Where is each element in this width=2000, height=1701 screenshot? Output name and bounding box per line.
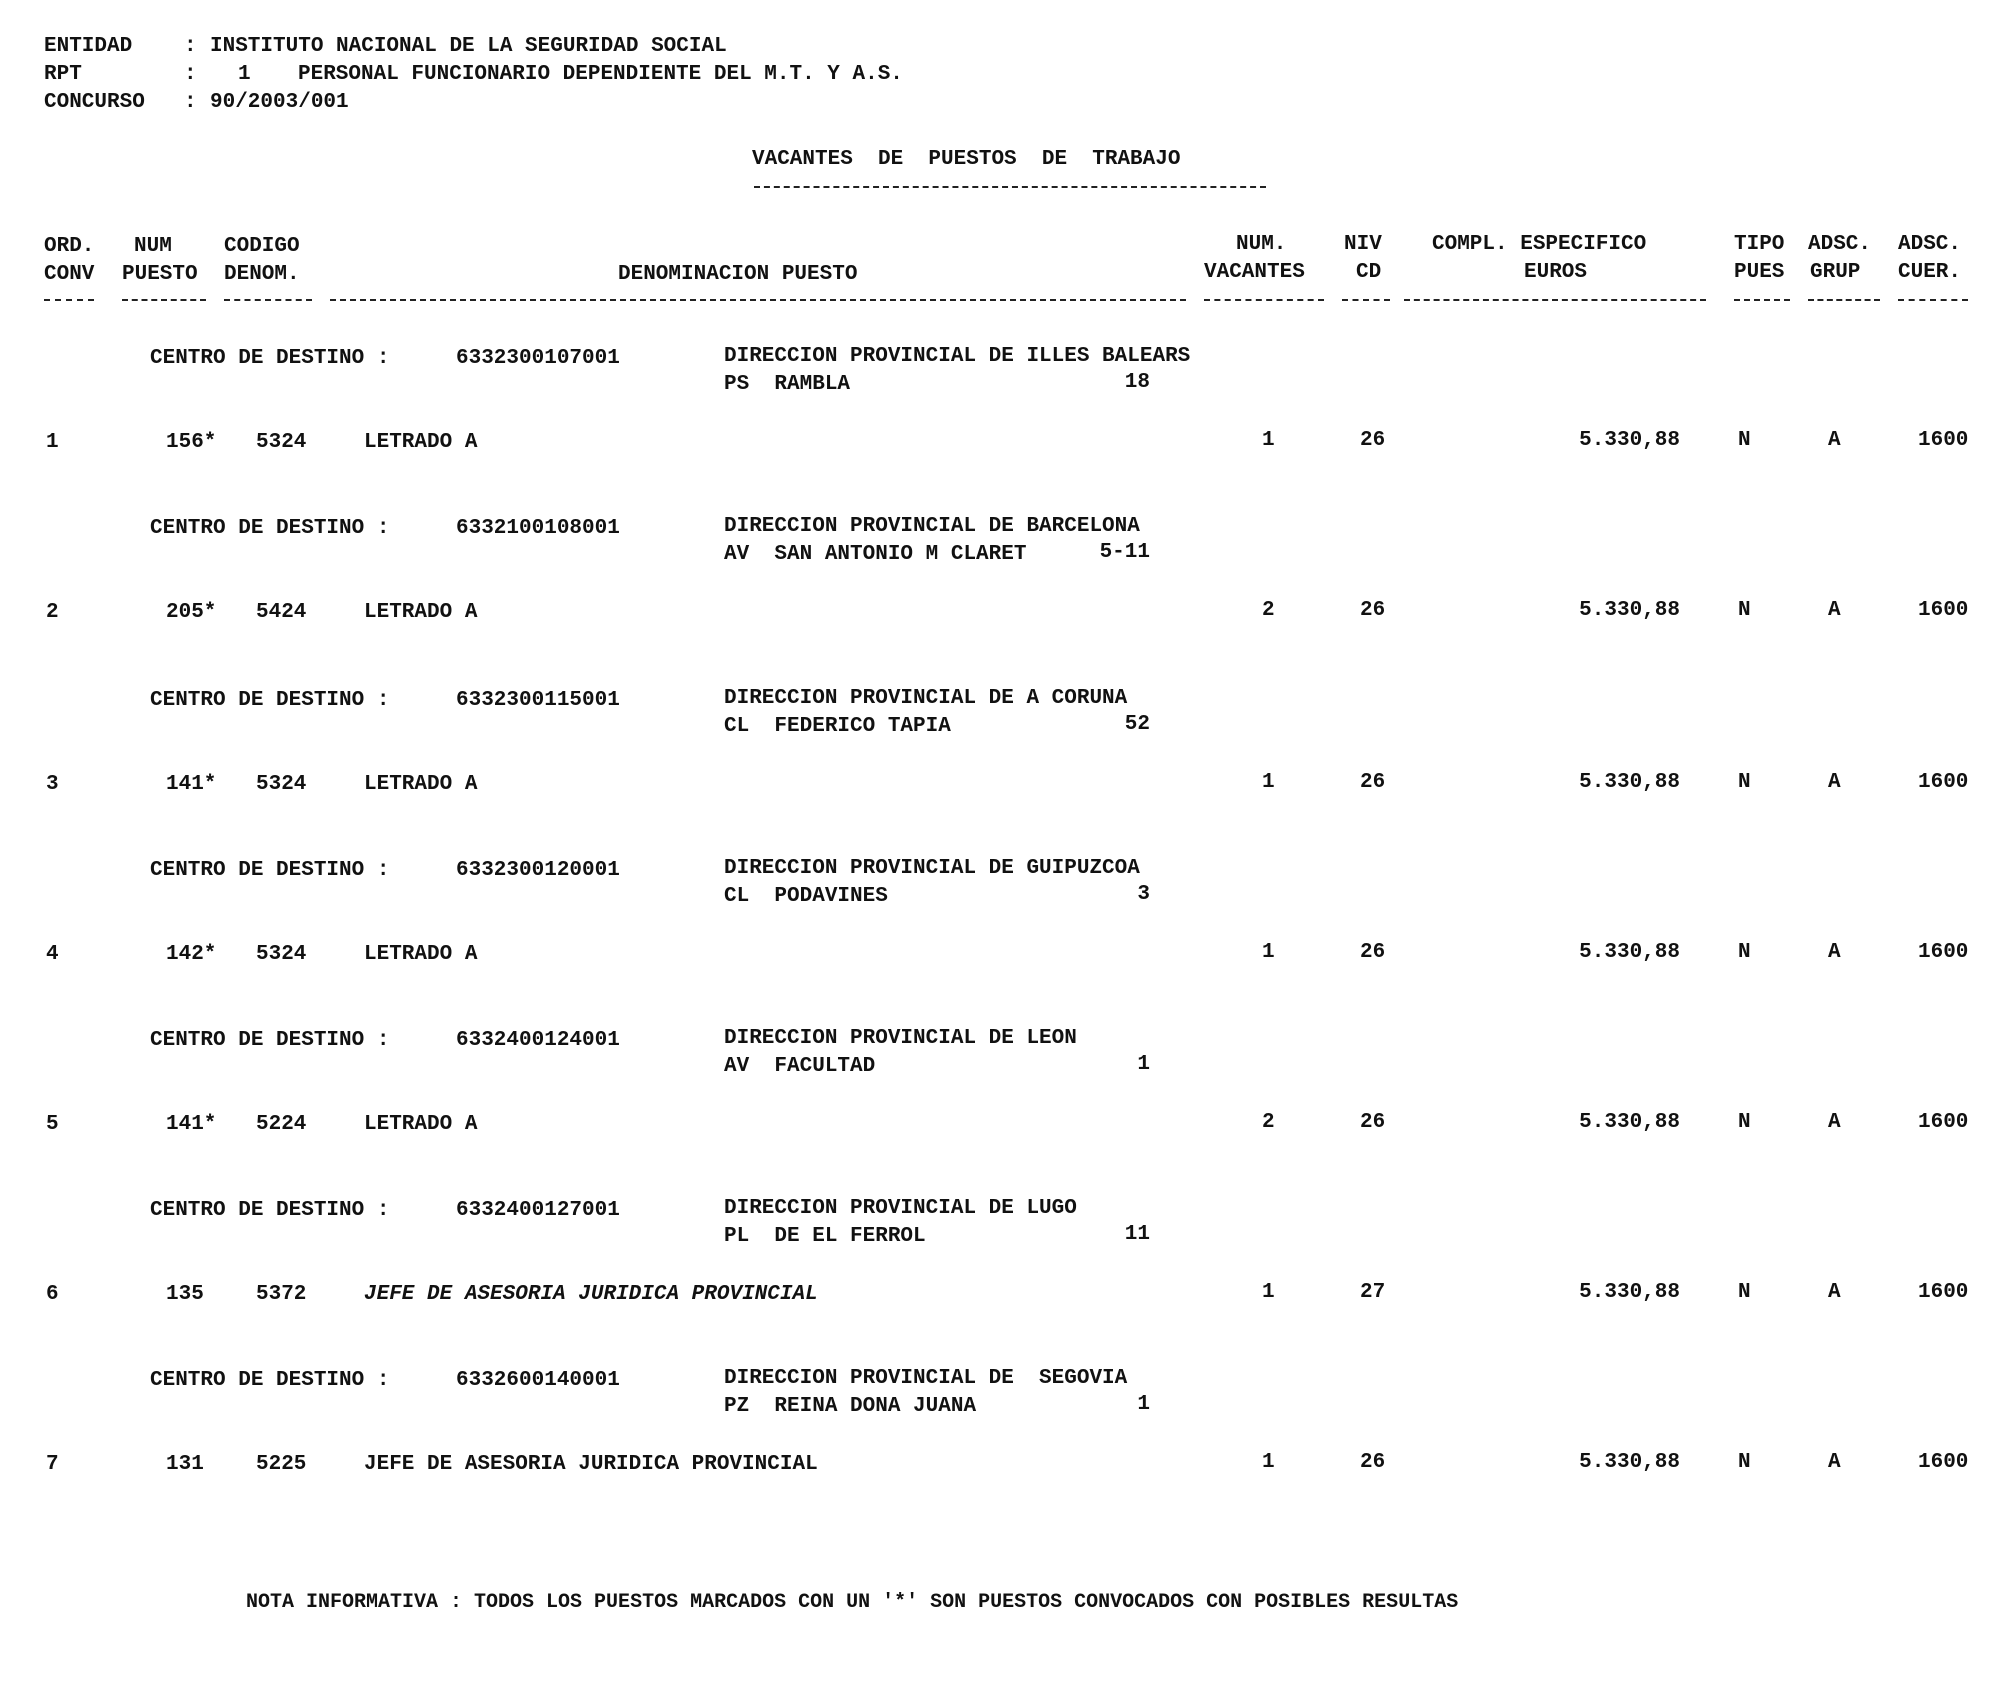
- adsc-grupo: A: [1828, 1451, 1841, 1474]
- centro-code: 6332600140001: [456, 1369, 620, 1392]
- complemento-especifico: 5.330,88: [1579, 1111, 1680, 1134]
- col-num-line1: NUM: [134, 235, 172, 258]
- header-rule: [224, 299, 312, 301]
- codigo-denom: 5324: [256, 431, 307, 454]
- concurso-label: CONCURSO: [44, 91, 145, 114]
- num-vacantes: 1: [1262, 1281, 1275, 1304]
- header-rule: [330, 299, 1186, 301]
- centro-address-number: 3: [1137, 883, 1150, 906]
- col-nivel-line1: NIV: [1344, 233, 1382, 256]
- header-rule: [1342, 299, 1390, 301]
- centro-address: PZ REINA DONA JUANA: [724, 1395, 977, 1418]
- num-vacantes: 1: [1262, 1451, 1275, 1474]
- codigo-denom: 5324: [256, 773, 307, 796]
- centro-address-number: 1: [1137, 1053, 1150, 1076]
- adsc-grupo: A: [1828, 429, 1841, 452]
- concurso-sep: :: [184, 91, 197, 114]
- num-puesto: 131: [166, 1453, 204, 1476]
- adsc-cuerpo: 1600: [1918, 1281, 1969, 1304]
- centro-address: CL FEDERICO TAPIA: [724, 715, 951, 738]
- denominacion-puesto: LETRADO A: [364, 431, 478, 454]
- col-vacantes-line1: NUM.: [1236, 233, 1287, 256]
- centro-address-number: 1: [1137, 1393, 1150, 1416]
- entidad-value: INSTITUTO NACIONAL DE LA SEGURIDAD SOCIAL: [210, 35, 727, 58]
- col-nivel-line2: CD: [1356, 261, 1382, 284]
- centro-address-number: 52: [1124, 713, 1150, 736]
- ord-conv: 4: [46, 943, 59, 966]
- centro-label: CENTRO DE DESTINO :: [150, 1029, 390, 1052]
- centro-label: CENTRO DE DESTINO :: [150, 347, 390, 370]
- centro-address: PS RAMBLA: [724, 373, 851, 396]
- ord-conv: 2: [46, 601, 59, 624]
- ord-conv: 6: [46, 1283, 59, 1306]
- entidad-label: ENTIDAD: [44, 35, 133, 58]
- denominacion-puesto: JEFE DE ASESORIA JURIDICA PROVINCIAL: [364, 1453, 818, 1476]
- codigo-denom: 5225: [256, 1453, 307, 1476]
- adsc-grupo: A: [1828, 1111, 1841, 1134]
- col-tipo-line1: TIPO: [1734, 233, 1785, 256]
- denominacion-puesto: LETRADO A: [364, 773, 478, 796]
- adsc-grupo: A: [1828, 771, 1841, 794]
- centro-address: AV FACULTAD: [724, 1055, 876, 1078]
- complemento-especifico: 5.330,88: [1579, 599, 1680, 622]
- ord-conv: 3: [46, 773, 59, 796]
- col-denominacion: DENOMINACION PUESTO: [618, 263, 858, 286]
- col-tipo-line2: PUES: [1734, 261, 1785, 284]
- num-puesto: 156*: [166, 431, 217, 454]
- col-cuerpo-line1: ADSC.: [1898, 233, 1962, 256]
- entidad-sep: :: [184, 35, 197, 58]
- centro-code: 6332400124001: [456, 1029, 620, 1052]
- complemento-especifico: 5.330,88: [1579, 1451, 1680, 1474]
- adsc-grupo: A: [1828, 941, 1841, 964]
- header-rule: [1734, 299, 1790, 301]
- denominacion-puesto: LETRADO A: [364, 943, 478, 966]
- num-vacantes: 1: [1262, 941, 1275, 964]
- denominacion-puesto: JEFE DE ASESORIA JURIDICA PROVINCIAL: [364, 1283, 818, 1306]
- centro-address: PL DE EL FERROL: [724, 1225, 926, 1248]
- centro-label: CENTRO DE DESTINO :: [150, 517, 390, 540]
- centro-name: DIRECCION PROVINCIAL DE GUIPUZCOA: [724, 857, 1140, 880]
- concurso-value: 90/2003/001: [210, 91, 349, 114]
- col-cuerpo-line2: CUER.: [1898, 261, 1962, 284]
- tipo-puesto: N: [1738, 599, 1751, 622]
- nivel-cd: 26: [1360, 941, 1386, 964]
- adsc-cuerpo: 1600: [1918, 429, 1969, 452]
- nivel-cd: 26: [1360, 429, 1386, 452]
- complemento-especifico: 5.330,88: [1579, 941, 1680, 964]
- adsc-cuerpo: 1600: [1918, 599, 1969, 622]
- header-rule: [1204, 299, 1324, 301]
- header-rule: [122, 299, 206, 301]
- adsc-cuerpo: 1600: [1918, 1451, 1969, 1474]
- codigo-denom: 5424: [256, 601, 307, 624]
- tipo-puesto: N: [1738, 1111, 1751, 1134]
- adsc-cuerpo: 1600: [1918, 771, 1969, 794]
- col-complemento-line2: EUROS: [1524, 261, 1588, 284]
- ord-conv: 5: [46, 1113, 59, 1136]
- col-codigo-line2: DENOM.: [224, 263, 300, 286]
- tipo-puesto: N: [1738, 1281, 1751, 1304]
- centro-name: DIRECCION PROVINCIAL DE SEGOVIA: [724, 1367, 1128, 1390]
- col-complemento-line1: COMPL. ESPECIFICO: [1432, 233, 1647, 256]
- header-rule: [1898, 299, 1968, 301]
- tipo-puesto: N: [1738, 429, 1751, 452]
- centro-address-number: 18: [1124, 371, 1150, 394]
- nivel-cd: 26: [1360, 1451, 1386, 1474]
- centro-address-number: 11: [1124, 1223, 1150, 1246]
- centro-code: 6332400127001: [456, 1199, 620, 1222]
- nivel-cd: 26: [1360, 771, 1386, 794]
- tipo-puesto: N: [1738, 1451, 1751, 1474]
- col-codigo-line1: CODIGO: [224, 235, 300, 258]
- centro-name: DIRECCION PROVINCIAL DE LEON: [724, 1027, 1077, 1050]
- num-puesto: 142*: [166, 943, 217, 966]
- centro-name: DIRECCION PROVINCIAL DE ILLES BALEARS: [724, 345, 1191, 368]
- centro-address: CL PODAVINES: [724, 885, 888, 908]
- num-vacantes: 1: [1262, 429, 1275, 452]
- centro-name: DIRECCION PROVINCIAL DE A CORUNA: [724, 687, 1128, 710]
- codigo-denom: 5224: [256, 1113, 307, 1136]
- adsc-grupo: A: [1828, 599, 1841, 622]
- adsc-grupo: A: [1828, 1281, 1841, 1304]
- nivel-cd: 26: [1360, 1111, 1386, 1134]
- header-rule: [44, 299, 94, 301]
- ord-conv: 1: [46, 431, 59, 454]
- codigo-denom: 5372: [256, 1283, 307, 1306]
- adsc-cuerpo: 1600: [1918, 941, 1969, 964]
- centro-label: CENTRO DE DESTINO :: [150, 1199, 390, 1222]
- nivel-cd: 26: [1360, 599, 1386, 622]
- header-rule: [1404, 299, 1706, 301]
- ord-conv: 7: [46, 1453, 59, 1476]
- rpt-number: 1: [238, 63, 251, 86]
- col-ord-line1: ORD.: [44, 235, 95, 258]
- col-grupo-line2: GRUP: [1810, 261, 1861, 284]
- rpt-sep: :: [184, 63, 197, 86]
- nivel-cd: 27: [1360, 1281, 1386, 1304]
- num-vacantes: 2: [1262, 599, 1275, 622]
- centro-label: CENTRO DE DESTINO :: [150, 689, 390, 712]
- report-title: VACANTES DE PUESTOS DE TRABAJO: [752, 148, 1181, 171]
- centro-label: CENTRO DE DESTINO :: [150, 859, 390, 882]
- complemento-especifico: 5.330,88: [1579, 1281, 1680, 1304]
- centro-code: 6332300115001: [456, 689, 620, 712]
- num-puesto: 205*: [166, 601, 217, 624]
- centro-code: 6332100108001: [456, 517, 620, 540]
- num-puesto: 135: [166, 1283, 204, 1306]
- footer-note: NOTA INFORMATIVA : TODOS LOS PUESTOS MARCADOS CON UN '*' SON PUESTOS CONVOCADOS CON POSIBLES RESULTAS: [246, 1591, 1459, 1614]
- codigo-denom: 5324: [256, 943, 307, 966]
- title-underline: [754, 186, 1266, 188]
- denominacion-puesto: LETRADO A: [364, 601, 478, 624]
- num-puesto: 141*: [166, 1113, 217, 1136]
- adsc-cuerpo: 1600: [1918, 1111, 1969, 1134]
- complemento-especifico: 5.330,88: [1579, 771, 1680, 794]
- centro-address-number: 5-11: [1099, 541, 1150, 564]
- col-grupo-line1: ADSC.: [1808, 233, 1872, 256]
- complemento-especifico: 5.330,88: [1579, 429, 1680, 452]
- rpt-value: PERSONAL FUNCIONARIO DEPENDIENTE DEL M.T. Y A.S.: [298, 63, 903, 86]
- num-vacantes: 1: [1262, 771, 1275, 794]
- header-rule: [1808, 299, 1880, 301]
- centro-code: 6332300120001: [456, 859, 620, 882]
- centro-code: 6332300107001: [456, 347, 620, 370]
- centro-name: DIRECCION PROVINCIAL DE LUGO: [724, 1197, 1077, 1220]
- num-vacantes: 2: [1262, 1111, 1275, 1134]
- rpt-label: RPT: [44, 63, 82, 86]
- centro-label: CENTRO DE DESTINO :: [150, 1369, 390, 1392]
- col-num-line2: PUESTO: [122, 263, 198, 286]
- col-ord-line2: CONV: [44, 263, 95, 286]
- num-puesto: 141*: [166, 773, 217, 796]
- tipo-puesto: N: [1738, 941, 1751, 964]
- tipo-puesto: N: [1738, 771, 1751, 794]
- col-vacantes-line2: VACANTES: [1204, 261, 1305, 284]
- centro-name: DIRECCION PROVINCIAL DE BARCELONA: [724, 515, 1140, 538]
- denominacion-puesto: LETRADO A: [364, 1113, 478, 1136]
- centro-address: AV SAN ANTONIO M CLARET: [724, 543, 1027, 566]
